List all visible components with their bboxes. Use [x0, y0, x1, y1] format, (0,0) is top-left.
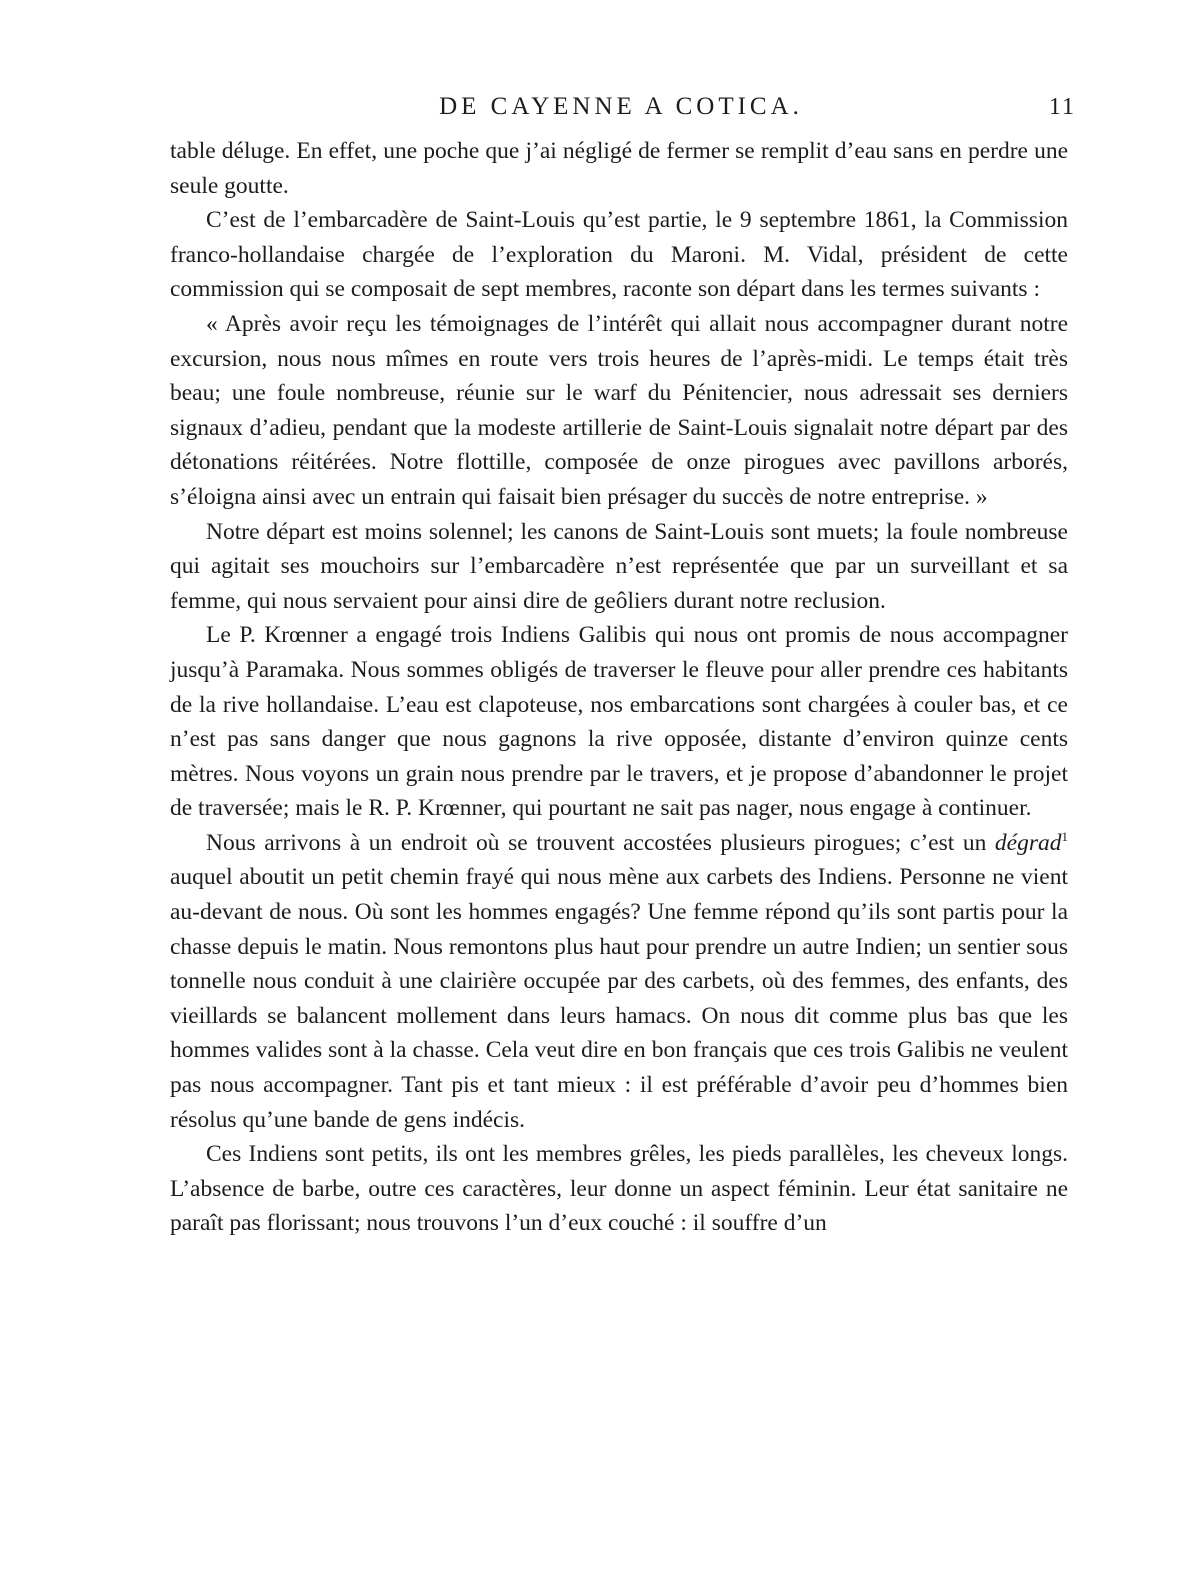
running-title: DE CAYENNE A COTICA. [439, 93, 803, 120]
running-head [172, 92, 1076, 128]
paragraph-river-crossing: Le P. Krœnner a engagé trois Indiens Galibis qui nous ont promis de nous accompagner jusqu’à Paramaka. Nous sommes obligés de traverser le fleuve pour aller prendre ces habitants de la rive hollandaise. L’eau est clapoteuse, nos embarcations sont chargées à couler bas, et ce n’est pas sans danger que nous gagnons la rive opposée, distante d’environ quinze cents mètres. Nous voyons un grain nous prendre par le travers, et je propose d’abandonner le projet de traversée; mais le R. P. Krœnner, qui pourtant ne sait pas nager, nous engage à continuer. [170, 622, 1068, 822]
paragraph-our-departure: Notre départ est moins solennel; les canons de Saint-Louis sont muets; la foule nombreuse qui agitait ses mouchoirs sur l’embarcadère n’est représentée que par un surveillant et sa femme, qui nous servaient pour ainsi dire de geôliers durant notre reclusion. [170, 518, 1068, 614]
paragraph-continuation: table déluge. En effet, une poche que j’ai négligé de fermer se remplit d’eau sans en perdre une seule goutte. [170, 138, 1068, 199]
paragraph-degrad [170, 826, 1068, 1137]
paragraph-commission-departure: C’est de l’embarcadère de Saint-Louis qu’est partie, le 9 septembre 1861, la Commission franco-hollandaise chargée de l’exploration du Maroni. M. Vidal, président de cette commission qui se composait de sept membres, raconte son départ dans les termes suivants : [170, 207, 1068, 303]
text-body [170, 134, 1068, 1241]
degrad-text-before: Nous arrivons à un endroit où se trouvent accostées plusieurs pirogues; c’est un [206, 829, 987, 856]
degrad-text-after: auquel aboutit un petit chemin frayé qui nous mène aux carbets des Indiens. Personne ne vient au-devant de nous. Où sont les hommes engagés? Une femme répond qu’ils sont partis pour la chasse depuis le matin. Nous remontons plus haut pour prendre un autre Indien; un sentier sous tonnelle nous conduit à une clairière occupée par des carbets, où des femmes, des enfants, des vieillards se balancent mollement dans leurs hamacs. On nous dit comme plus bas que les hommes valides sont à la chasse. Cela veut dire en bon français que ces trois Galibis ne veulent pas nous accompagner. Tant pis et tant mieux : il est préférable d’avoir peu d’hommes bien résolus qu’une bande de gens indécis. [170, 864, 1068, 1133]
footnote-marker: 1 [1061, 828, 1068, 844]
paragraph-vidal-quote: « Après avoir reçu les témoignages de l’intérêt qui allait nous accompagner durant notre excursion, nous nous mîmes en route vers trois heures de l’après-midi. Le temps était très beau; une foule nombreuse, réunie sur le warf du Pénitencier, nous adressait ses derniers signaux d’adieu, pendant que la modeste artillerie de Saint-Louis signalait notre départ par des détonations réitérées. Notre flottille, composée de onze pirogues avec pavillons arborés, s’éloigna ainsi avec un entrain qui faisait bien présager du succès de notre entreprise. » [170, 310, 1068, 510]
page-number: 11 [1048, 94, 1076, 120]
degrad-term: dégrad [994, 829, 1062, 856]
paragraph-indians-description: Ces Indiens sont petits, ils ont les membres grêles, les pieds parallèles, les cheveux longs. L’absence de barbe, outre ces caractères, leur donne un aspect féminin. Leur état sanitaire ne paraît pas florissant; nous trouvons l’un d’eux couché : il souffre d’un [170, 1141, 1068, 1237]
